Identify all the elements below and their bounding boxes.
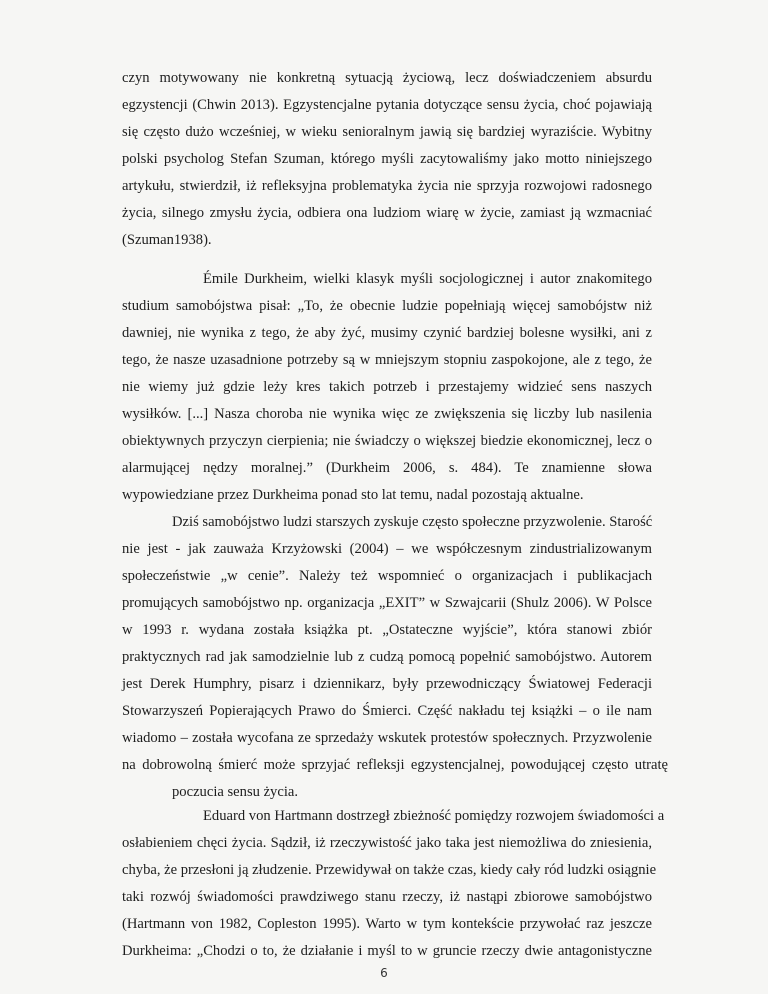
text-line: tego, że nasze uzasadnione potrzeby są w mniejszym stopniu zaspokojone, ale z tego, że xyxy=(122,352,652,368)
text-line: polski psycholog Stefan Szuman, którego myśli zacytowaliśmy jako motto niniejszego xyxy=(122,151,652,167)
text-line: (Hartmann von 1982, Copleston 1995). Warto w tym kontekście przywołać raz jeszcze xyxy=(122,916,652,932)
text-line: wiadomo – została wycofana ze sprzedaży wskutek protestów społecznych. Przyzwolenie xyxy=(122,730,652,746)
text-line: promujących samobójstwo np. organizacja „EXIT” w Szwajcarii (Shulz 2006). W Polsce xyxy=(122,595,652,611)
text-line: Durkheima: „Chodzi o to, że działanie i myśl to w gruncie rzeczy dwie antagonistyczne xyxy=(122,943,652,959)
text-line: poczucia sensu życia. xyxy=(172,784,299,800)
text-line: osłabieniem chęci życia. Sądził, iż rzeczywistość jako taka jest niemożliwa do zniesienia, xyxy=(122,835,652,851)
text-line: jest Derek Humphry, pisarz i dziennikarz, były przewodniczący Światowej Federacji xyxy=(122,676,652,692)
text-line: artykułu, stwierdził, iż refleksyjna problematyka życia nie sprzyja rozwojowi radosnego xyxy=(122,178,652,194)
text-line: nie wiemy już gdzie leży kres takich potrzeb i przestajemy widzieć sens naszych xyxy=(122,379,652,395)
text-line: dawniej, nie wynika z tego, że aby żyć, musimy czynić bardziej bolesne wysiłki, ani z xyxy=(122,325,652,341)
text-line: obiektywnych przyczyn cierpienia; nie świadczy o większej biedzie ekonomicznej, lecz o xyxy=(122,433,652,449)
text-line: się często dużo wcześniej, w wieku senioralnym jawią się bardziej wyraziście. Wybitny xyxy=(122,124,652,140)
text-line: studium samobójstwa pisał: „To, że obecnie ludzie popełniają więcej samobójstw niż xyxy=(122,298,652,314)
text-line: taki rozwój świadomości prawdziwego stanu rzeczy, iż nastąpi zbiorowe samobójstwo xyxy=(122,889,652,905)
text-line: na dobrowolną śmierć może sprzyjać refleksji egzystencjalnej, powodującej często utratę xyxy=(122,757,668,773)
text-line: życia, silnego zmysłu życia, odbiera ona ludziom wiarę w życie, zamiast ją wzmacniać xyxy=(122,205,652,221)
text-line: (Szuman1938). xyxy=(122,232,212,248)
text-line: Émile Durkheim, wielki klasyk myśli socjologicznej i autor znakomitego xyxy=(203,271,652,287)
page-number: 6 xyxy=(380,966,388,980)
text-line: nie jest - jak zauważa Krzyżowski (2004) – we współczesnym zindustrializowanym xyxy=(122,541,652,557)
text-line: Dziś samobójstwo ludzi starszych zyskuje często społeczne przyzwolenie. Starość xyxy=(172,514,653,530)
text-line: chyba, że przesłoni ją złudzenie. Przewidywał on także czas, kiedy cały ród ludzki osiągnie xyxy=(122,862,657,878)
text-line: alarmującej nędzy moralnej.” (Durkheim 2006, s. 484). Te znamienne słowa xyxy=(122,460,652,476)
text-line: wypowiedziane przez Durkheima ponad sto lat temu, nadal pozostają aktualne. xyxy=(122,487,584,503)
text-line: Eduard von Hartmann dostrzegł zbieżność pomiędzy rozwojem świadomości a xyxy=(203,808,665,824)
text-line: egzystencji (Chwin 2013). Egzystencjalne pytania dotyczące sensu życia, choć pojawiają xyxy=(122,97,652,113)
text-line: Stowarzyszeń Popierających Prawo do Śmierci. Część nakładu tej książki – o ile nam xyxy=(122,703,652,719)
text-line: wysiłków. [...] Nasza choroba nie wynika więc ze zwiększenia się liczby lub nasilenia xyxy=(122,406,652,422)
text-line: w 1993 r. wydana została książka pt. „Ostateczne wyjście”, która stanowi zbiór xyxy=(122,622,652,638)
text-line: czyn motywowany nie konkretną sytuacją życiową, lecz doświadczeniem absurdu xyxy=(122,70,652,86)
text-line: społeczeństwie „w cenie”. Należy też wspomnieć o organizacjach i publikacjach xyxy=(122,568,652,584)
text-line: praktycznych rad jak samodzielnie lub z cudzą pomocą popełnić samobójstwo. Autorem xyxy=(122,649,652,665)
